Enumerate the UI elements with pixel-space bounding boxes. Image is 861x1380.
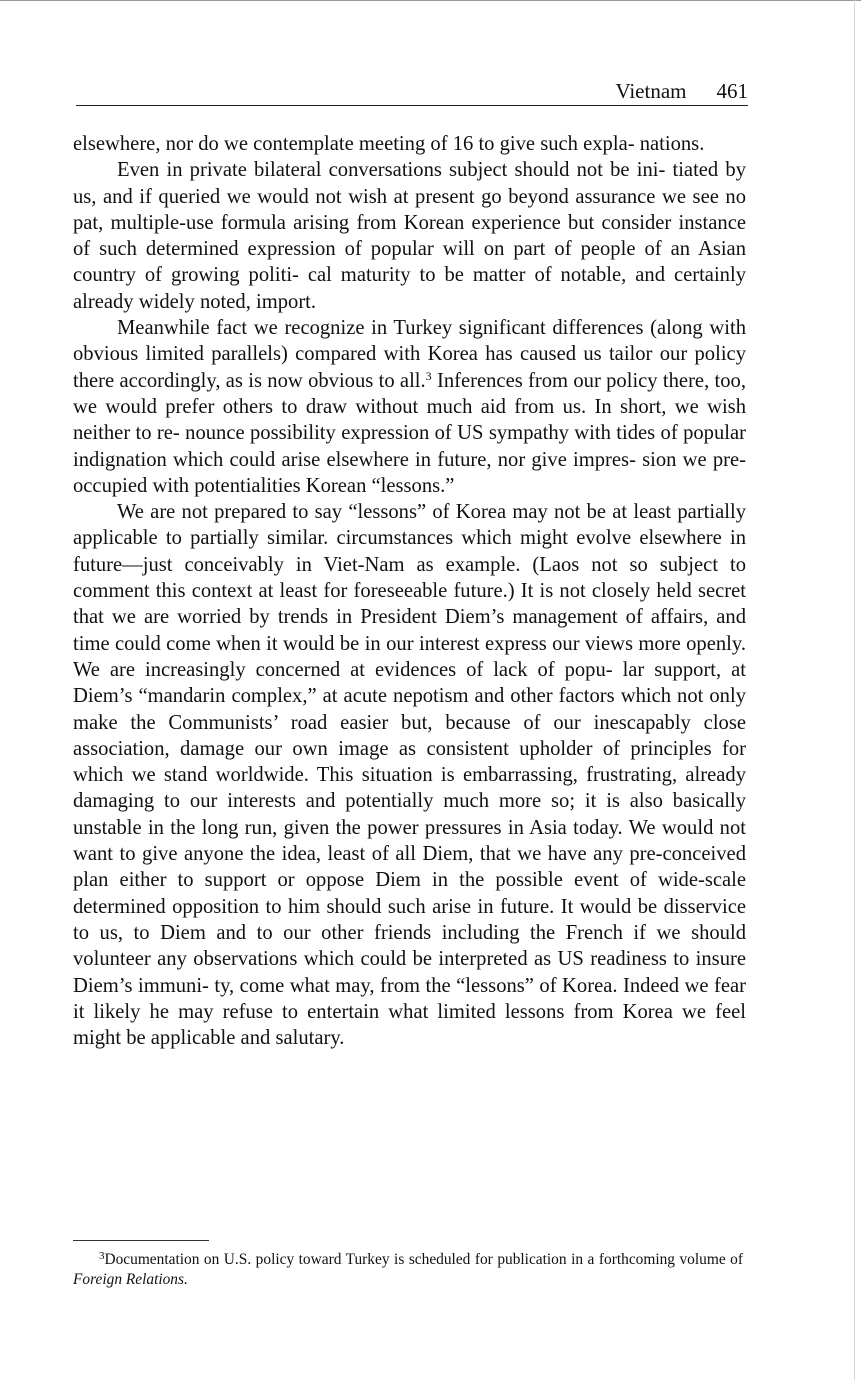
header-title: Vietnam bbox=[615, 79, 687, 103]
body-text bbox=[73, 131, 746, 1051]
footnote-paragraph bbox=[73, 1250, 743, 1290]
paragraph-continuation: elsewhere, nor do we contemplate meeting of 16 to give such expla- nations. bbox=[73, 133, 705, 155]
paragraph-turkey bbox=[73, 315, 746, 499]
paragraph-bilateral: Even in private bilateral conversations subject should not be ini- tiated by us, and if queried we would not wish at present go beyond assurance we see no pat, multiple-use formula arising from Korean experience but consider instance of such determined expression of popular will on part of people of an Asian country of growing politi- cal maturity to be matter of notable, and certainly already widely noted, import. bbox=[73, 159, 746, 313]
page-right-edge bbox=[854, 0, 855, 1380]
footnote bbox=[73, 1250, 743, 1290]
paragraph-diem: We are not prepared to say “lessons” of Korea may not be at least partially applicable to partially similar. circumstances which might evolve elsewhere in future—just conceivably in Viet-Nam as example. (Laos not so subject to comment this context at least for foreseeable future.) It is not closely held secret that we are worried by trends in President Diem’s management of affairs, and time could come when it would be in our interest express our views more openly. We are increasingly concerned at evidences of lack of popu- lar support, at Diem’s “mandarin complex,” at acute nepotism and other factors which not only make the Communists’ road easier but, because of our inescapably close association, damage our own image as consistent upholder of principles for which we stand worldwide. This situation is embarrassing, frustrating, already damaging to our interests and potentially much more so; it is also basically unstable in the long run, given the power pressures in Asia today. We would not want to give anyone the idea, least of all Diem, that we have any pre-conceived plan either to support or oppose Diem in the possible event of wide-scale determined opposition to him should such arise in future. It would be disservice to us, to Diem and to our other friends including the French if we should volunteer any observations which could be interpreted as US readiness to insure Diem’s immuni- ty, come what may, from the “lessons” of Korea. Indeed we fear it likely he may refuse to entertain what limited lessons from Korea we feel might be applicable and salutary. bbox=[73, 501, 746, 1050]
turkey-text-end: Inferences from our policy there, too, we would prefer others to draw without much aid from us. In short, we wish neither to re- nounce possibility expression of US sympathy with tides of popular indignation which could arise elsewhere in future, nor give impres- sion we pre-occupied with potentialities Korean “lessons.” bbox=[73, 369, 746, 497]
turkey-text-start: Meanwhile fact we recognize in Turkey significant differences (along with obvious limited parallels) compared with Korea has caused us tailor our policy there accordingly, as is now obvious to all. bbox=[73, 317, 746, 392]
page-top-edge bbox=[0, 0, 861, 1]
footnote-text: Documentation on U.S. policy toward Turkey is scheduled for publication in a forthcoming volume of bbox=[104, 1251, 743, 1268]
footnote-marker: 3 bbox=[99, 1250, 105, 1262]
page-number: 461 bbox=[716, 79, 748, 103]
footnote-italic-title: Foreign Relations. bbox=[73, 1271, 188, 1288]
footnote-divider bbox=[73, 1240, 209, 1241]
running-header bbox=[76, 78, 748, 106]
footnote-reference[interactable]: 3 bbox=[425, 368, 432, 383]
